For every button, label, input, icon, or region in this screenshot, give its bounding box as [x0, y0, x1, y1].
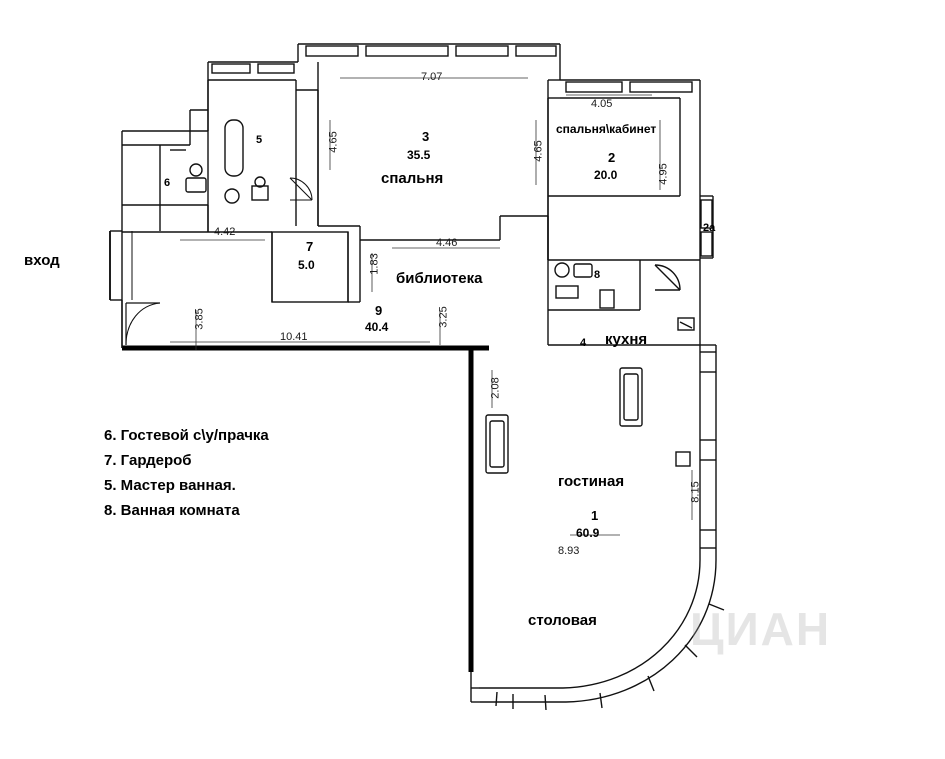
legend-item-5: 5. Мастер ванная. — [104, 477, 236, 494]
room-7-area: 5.0 — [298, 258, 315, 272]
dim-4-42: 4.42 — [214, 226, 236, 238]
dim-2-08: 2.08 — [489, 377, 502, 399]
dim-3-85: 3.85 — [193, 308, 206, 330]
room-2a-number: 2a — [703, 222, 716, 234]
room-1-name: гостиная — [558, 473, 625, 490]
room-3-number: 3 — [422, 129, 430, 144]
dim-10-41: 10.41 — [280, 331, 308, 343]
legend-item-7: 7. Гардероб — [104, 452, 192, 469]
dim-4-95: 4.95 — [657, 163, 670, 185]
dim-1-83: 1.83 — [368, 253, 381, 275]
dim-8-15: 8.15 — [689, 481, 702, 503]
room-9-name: библиотека — [396, 270, 483, 287]
room-5-number: 5 — [256, 134, 263, 146]
legend — [104, 423, 269, 523]
room-1-number: 1 — [591, 508, 599, 523]
dim-4-65-b: 4.65 — [532, 140, 545, 162]
dim-7-07: 7.07 — [421, 71, 443, 83]
room-7-number: 7 — [306, 239, 314, 254]
dim-3-25: 3.25 — [437, 306, 450, 328]
dim-4-46: 4.46 — [436, 237, 458, 249]
room-2-number: 2 — [608, 150, 616, 165]
room-1-area: 60.9 — [576, 526, 600, 540]
watermark: ЦИАН — [690, 603, 832, 655]
room-4-number: 4 — [580, 337, 587, 349]
room-3-name: спальня — [381, 170, 444, 187]
legend-item-6: 6. Гостевой с\у/прачка — [104, 427, 269, 444]
dim-4-65-a: 4.65 — [327, 131, 340, 153]
room-9-area: 40.4 — [365, 320, 389, 334]
dim-8-93: 8.93 — [558, 545, 580, 557]
room-2-area: 20.0 — [594, 168, 618, 182]
room-2-name: спальня\кабинет — [556, 122, 657, 136]
room-dining-name: столовая — [528, 612, 597, 629]
room-3-area: 35.5 — [407, 148, 431, 162]
entrance-label: вход — [24, 252, 60, 269]
room-6-number: 6 — [164, 177, 171, 189]
dim-4-05: 4.05 — [591, 98, 613, 110]
room-9-number: 9 — [375, 303, 383, 318]
legend-item-8: 8. Ванная комната — [104, 502, 240, 519]
room-8-number: 8 — [594, 269, 601, 281]
room-4-name: кухня — [605, 331, 648, 348]
